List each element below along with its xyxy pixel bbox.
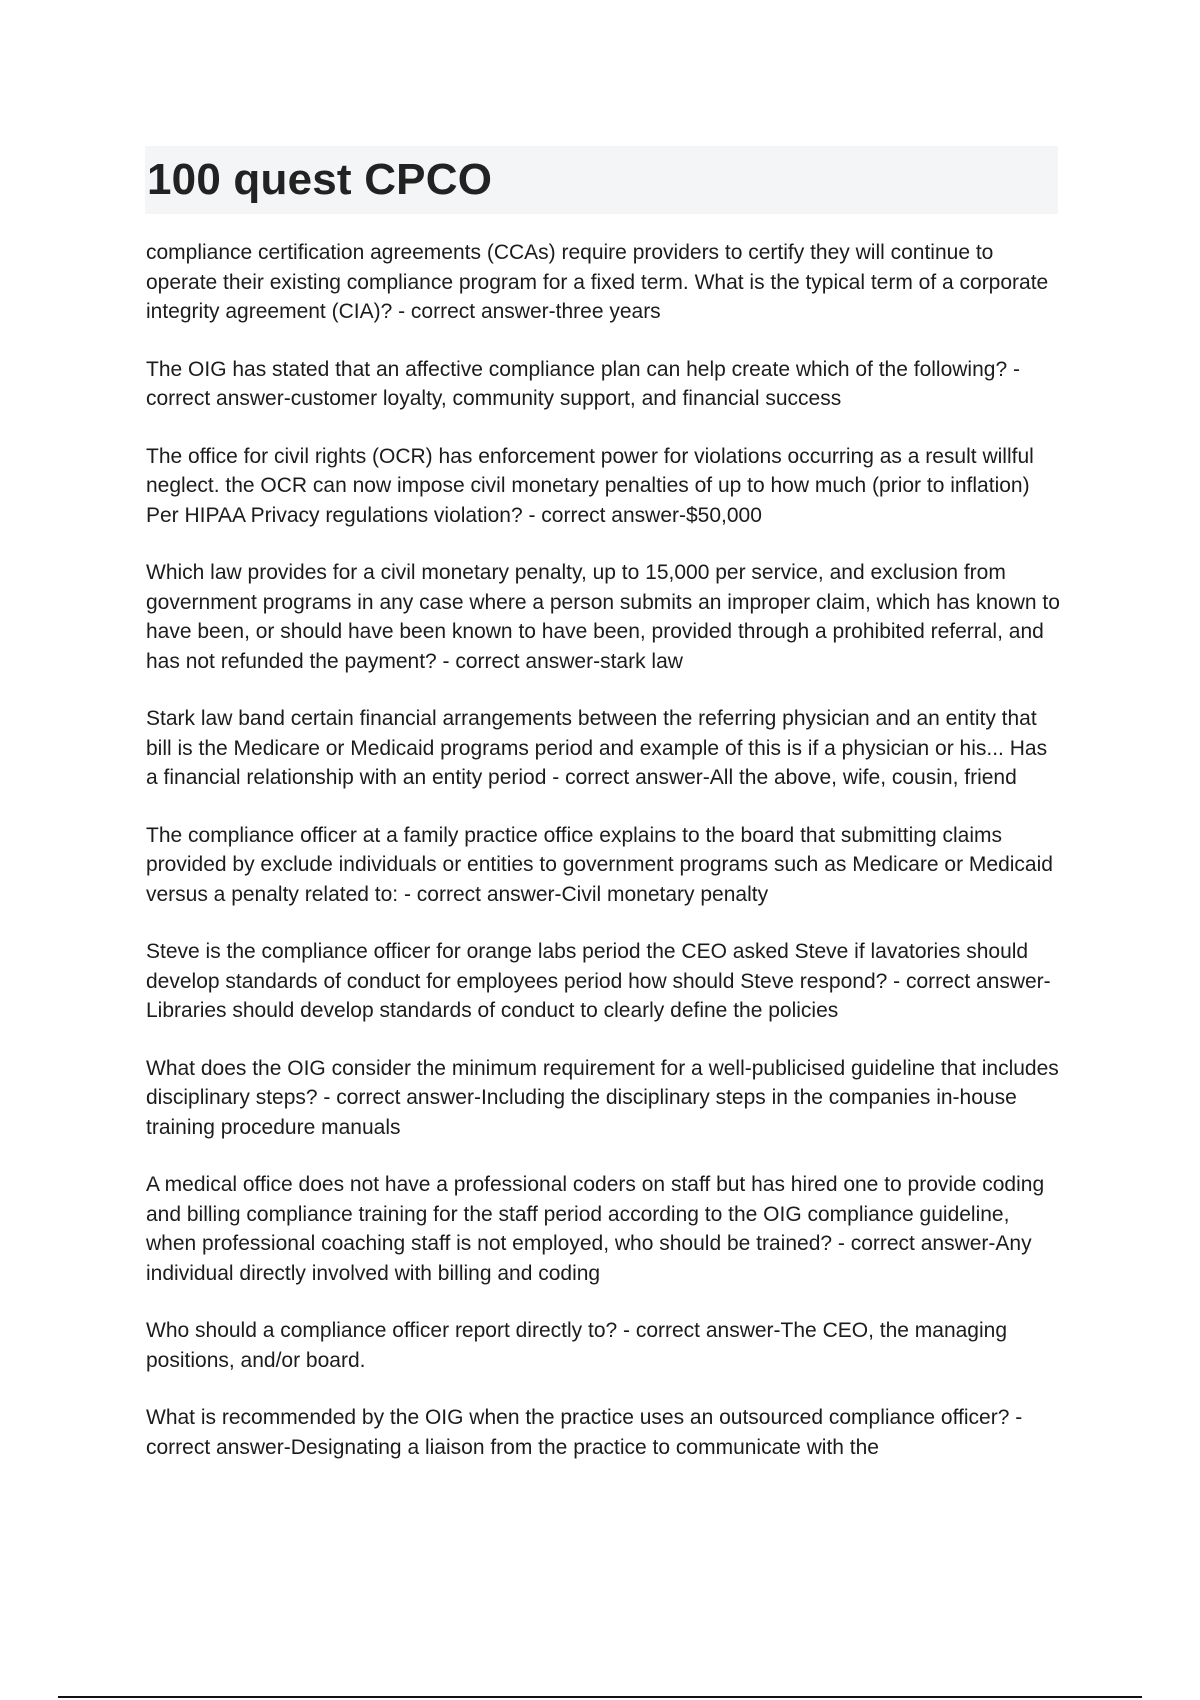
qa-item: What does the OIG consider the minimum requirement for a well-publicised guideline that includes disciplinary steps? - correct answer-Including the disciplinary steps in the companies in-house training procedure manuals bbox=[146, 1056, 1059, 1139]
qa-item: The compliance officer at a family practice office explains to the board that submitting claims provided by exclude individuals or entities to government programs such as Medicare or Medicaid versus a penalty related to: - correct answer-Civil monetary penalty bbox=[146, 823, 1053, 906]
qa-item: What is recommended by the OIG when the practice uses an outsourced compliance officer? - correct answer-Designating a liaison from the practice to communicate with the bbox=[146, 1406, 1023, 1459]
question-list bbox=[146, 238, 1061, 1490]
page-title: 100 quest CPCO bbox=[147, 155, 493, 204]
footer-divider bbox=[58, 1696, 1142, 1698]
qa-item: Stark law band certain financial arrangements between the referring physician and an entity that bill is the Medicare or Medicaid programs period and example of this is if a physician or his... Has a financial relationship with an entity period - correct answer-All the above, wife, cousin, friend bbox=[146, 707, 1048, 789]
qa-item: Steve is the compliance officer for orange labs period the CEO asked Steve if lavatories should develop standards of conduct for employees period how should Steve respond? - correct answer-Libraries should develop standards of conduct to clearly define the policies bbox=[146, 940, 1051, 1022]
qa-item: A medical office does not have a professional coders on staff but has hired one to provide coding and billing compliance training for the staff period according to the OIG compliance guideline, when professional coaching staff is not employed, who should be trained? - correct answer-Any individual directly involved with billing and coding bbox=[146, 1173, 1045, 1285]
qa-item: The OIG has stated that an affective compliance plan can help create which of the following? - correct answer-customer loyalty, community support, and financial success bbox=[146, 357, 1020, 410]
qa-item: compliance certification agreements (CCAs) require providers to certify they will continue to operate their existing compliance program for a fixed term. What is the typical term of a corporate integrity agreement (CIA)? - correct answer-three years bbox=[146, 241, 1049, 323]
qa-item: The office for civil rights (OCR) has enforcement power for violations occurring as a result willful neglect. the OCR can now impose civil monetary penalties of up to how much (prior to inflation) Per HIPAA Privacy regulations violation? - correct answer-$50,000 bbox=[146, 444, 1034, 527]
title-banner bbox=[145, 146, 1058, 214]
qa-item: Who should a compliance officer report directly to? - correct answer-The CEO, the managing positions, and/or board. bbox=[146, 1319, 1007, 1372]
qa-item: Which law provides for a civil monetary penalty, up to 15,000 per service, and exclusion from government programs in any case where a person submits an improper claim, which has known to have been, or should have been known to have been, provided through a prohibited referral, and has not refunded the payment? - correct answer-stark law bbox=[146, 561, 1060, 673]
